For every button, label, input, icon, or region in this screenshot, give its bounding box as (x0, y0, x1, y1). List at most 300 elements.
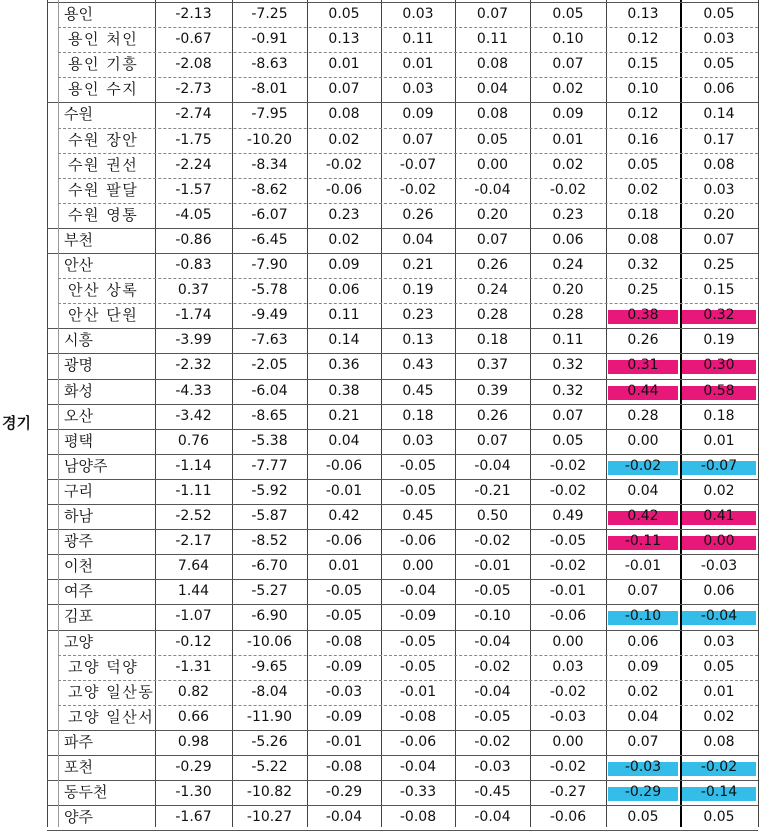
value-cell: -0.01 (325, 733, 363, 750)
value-cell: -0.04 (700, 608, 738, 625)
row-divider (47, 529, 758, 530)
row-name: 고양 일산서 (68, 707, 155, 726)
value-cell: 0.30 (703, 357, 735, 374)
row-divider (47, 630, 758, 631)
value-cell: 0.16 (627, 131, 659, 148)
row-name: 고양 일산동 (68, 682, 155, 701)
value-cell: -3.42 (175, 407, 212, 424)
value-cell: -9.65 (251, 658, 288, 675)
value-cell: 0.12 (627, 106, 659, 123)
value-cell: -0.06 (399, 533, 437, 550)
value-cell: -0.02 (325, 156, 363, 173)
value-cell: -5.78 (251, 282, 288, 299)
value-cell: -2.13 (175, 6, 212, 22)
row-name: 수원 팔달 (68, 180, 139, 199)
value-cell: 0.23 (402, 307, 434, 324)
value-cell: -10.06 (246, 633, 293, 650)
value-cell: -8.52 (251, 533, 288, 550)
value-cell: -6.45 (251, 231, 288, 248)
value-cell: 0.02 (627, 181, 659, 198)
row-divider (47, 504, 758, 505)
value-cell: 0.36 (328, 357, 360, 374)
value-cell: -0.02 (549, 181, 587, 198)
table-row (0, 705, 761, 730)
value-cell: -0.01 (399, 683, 437, 700)
value-cell: -0.14 (700, 784, 738, 801)
value-cell: -6.07 (251, 206, 288, 223)
value-cell: -1.11 (175, 482, 212, 499)
value-cell: 0.18 (402, 407, 434, 424)
value-cell: -6.70 (251, 558, 288, 575)
value-cell: -0.02 (474, 658, 511, 675)
row-divider (58, 655, 758, 656)
value-cell: -8.34 (251, 156, 288, 173)
value-cell: 0.20 (476, 206, 509, 223)
table-row (0, 27, 761, 52)
value-cell: -4.05 (175, 206, 212, 223)
value-cell: 0.28 (476, 307, 509, 324)
value-cell: -0.06 (399, 733, 437, 750)
value-cell: -11.90 (246, 708, 293, 725)
value-cell: 0.14 (703, 106, 735, 123)
row-divider (47, 479, 758, 480)
value-cell: -0.04 (474, 683, 511, 700)
value-cell: -1.74 (175, 307, 212, 324)
value-cell: 0.20 (552, 282, 584, 299)
row-name: 오산 (64, 406, 93, 425)
value-cell: -0.02 (624, 457, 662, 474)
value-cell: 0.00 (552, 733, 584, 750)
row-divider (58, 278, 758, 279)
value-cell: 0.07 (627, 583, 659, 600)
value-cell: 0.11 (402, 31, 434, 48)
value-cell: 0.11 (476, 31, 509, 48)
value-cell: 0.03 (703, 181, 735, 198)
row-name: 안산 상록 (68, 281, 139, 300)
value-cell: 0.03 (703, 633, 735, 650)
value-cell: -2.32 (175, 357, 212, 374)
value-cell: -1.07 (175, 608, 212, 625)
value-cell: 0.82 (177, 683, 210, 700)
value-cell: 0.25 (703, 257, 735, 273)
value-cell: 0.07 (552, 407, 584, 424)
value-cell: -7.25 (251, 6, 288, 22)
table-row (0, 153, 761, 178)
value-cell: -5.87 (251, 508, 288, 524)
value-cell: 0.00 (627, 432, 659, 449)
row-name: 평택 (64, 431, 93, 450)
row-divider (47, 755, 758, 756)
value-cell: -0.07 (700, 457, 738, 474)
row-name: 파주 (64, 732, 93, 751)
table-row (0, 579, 761, 604)
value-cell: -5.27 (251, 583, 288, 600)
value-cell: -2.17 (175, 533, 212, 550)
value-cell: 0.11 (552, 332, 584, 349)
value-cell: -0.08 (399, 708, 437, 725)
table-row (0, 203, 761, 228)
table-row (0, 303, 761, 328)
value-cell: 0.03 (402, 81, 434, 98)
value-cell: 0.06 (703, 583, 735, 600)
value-cell: 0.98 (177, 733, 210, 750)
value-cell: -5.26 (251, 733, 288, 750)
row-divider (47, 379, 758, 380)
value-cell: 0.06 (552, 231, 584, 248)
row-name: 여주 (64, 582, 93, 601)
value-cell: -0.02 (549, 558, 587, 575)
value-cell: -0.02 (474, 533, 511, 550)
value-cell: 7.64 (177, 558, 210, 575)
value-cell: -4.33 (175, 382, 212, 399)
row-name: 고양 (64, 632, 93, 651)
table-row (0, 730, 761, 755)
row-name: 하남 (64, 507, 93, 525)
value-cell: -0.01 (549, 583, 587, 600)
value-cell: 0.05 (627, 809, 659, 826)
value-cell: 0.08 (703, 156, 735, 173)
value-cell: 0.05 (476, 131, 509, 148)
table-row (0, 680, 761, 705)
table-row (0, 604, 761, 629)
value-cell: 0.26 (476, 407, 509, 424)
value-cell: 0.07 (476, 432, 509, 449)
row-divider (47, 579, 758, 580)
value-cell: 0.10 (552, 31, 584, 48)
row-divider (58, 27, 758, 28)
value-cell: 0.19 (703, 332, 735, 349)
value-cell: -0.05 (325, 583, 363, 600)
table-row (0, 554, 761, 579)
row-name: 용인 (64, 5, 93, 23)
value-cell: 0.08 (476, 106, 509, 123)
value-cell: 0.04 (328, 432, 360, 449)
table-row (0, 52, 761, 77)
value-cell: 0.41 (703, 508, 735, 524)
value-cell: -2.73 (175, 81, 212, 98)
value-cell: 0.01 (328, 558, 360, 575)
value-cell: -0.04 (399, 759, 437, 775)
value-cell: -0.06 (325, 457, 363, 474)
row-divider (47, 554, 758, 555)
value-cell: -0.91 (251, 31, 288, 48)
value-cell: -0.83 (175, 257, 212, 273)
value-cell: 0.01 (703, 683, 735, 700)
value-cell: -0.05 (474, 583, 511, 600)
value-cell: 0.02 (703, 482, 735, 499)
value-cell: 0.03 (402, 432, 434, 449)
value-cell: -0.03 (700, 558, 738, 575)
value-cell: 0.07 (703, 231, 735, 248)
value-cell: 0.02 (552, 81, 584, 98)
value-cell: -2.05 (251, 357, 288, 374)
row-name: 동두천 (64, 783, 108, 802)
value-cell: -2.08 (175, 56, 212, 73)
value-cell: 0.26 (627, 332, 659, 349)
value-cell: 0.09 (402, 106, 434, 123)
value-cell: -7.77 (251, 457, 288, 474)
value-cell: -0.10 (624, 608, 662, 625)
value-cell: -0.02 (549, 759, 587, 775)
value-cell: -0.33 (399, 784, 437, 801)
value-cell: 0.05 (703, 6, 735, 22)
value-cell: 0.06 (627, 633, 659, 650)
table-row (0, 128, 761, 153)
value-cell: -0.09 (325, 708, 363, 725)
value-cell: -10.20 (246, 131, 293, 148)
value-cell: 0.01 (552, 131, 584, 148)
value-cell: -0.45 (474, 784, 511, 801)
table-row (0, 328, 761, 353)
value-cell: 0.45 (402, 508, 434, 524)
value-cell: 0.04 (476, 81, 509, 98)
value-cell: 0.06 (703, 81, 735, 98)
value-cell: -0.11 (624, 533, 662, 550)
value-cell: -1.31 (175, 658, 212, 675)
row-name: 안산 (64, 256, 93, 274)
value-cell: 0.44 (627, 382, 659, 399)
row-divider (47, 454, 758, 455)
subgroup-divider (58, 0, 59, 827)
row-name: 화성 (64, 381, 93, 400)
value-cell: -7.95 (251, 106, 288, 123)
value-cell: -0.05 (474, 708, 511, 725)
value-cell: 0.02 (328, 231, 360, 248)
table-row (0, 479, 761, 504)
table-row (0, 353, 761, 378)
value-cell: -0.05 (399, 482, 437, 499)
row-divider (47, 328, 758, 329)
row-name: 광주 (64, 532, 93, 551)
value-cell: 0.19 (402, 282, 434, 299)
table-row (0, 504, 761, 529)
value-cell: 0.42 (328, 508, 360, 524)
table-row (0, 102, 761, 127)
row-divider (47, 2, 758, 3)
value-cell: -5.22 (251, 759, 288, 775)
value-cell: 0.32 (627, 257, 659, 273)
row-divider (47, 353, 758, 354)
value-cell: -0.06 (549, 809, 587, 826)
value-cell: -8.01 (251, 81, 288, 98)
row-name: 남양주 (64, 456, 108, 475)
value-cell: 0.42 (627, 508, 659, 524)
value-cell: 0.02 (627, 683, 659, 700)
value-cell: -0.04 (399, 583, 437, 600)
value-cell: 0.02 (703, 708, 735, 725)
value-cell: -0.06 (325, 181, 363, 198)
value-cell: 0.01 (703, 432, 735, 449)
value-cell: 0.12 (627, 31, 659, 48)
value-cell: -0.03 (325, 683, 363, 700)
value-cell: 0.13 (627, 6, 659, 22)
value-cell: -0.04 (474, 181, 511, 198)
table-row (0, 77, 761, 102)
value-cell: -0.03 (549, 708, 587, 725)
table-row (0, 529, 761, 554)
row-divider (47, 102, 758, 103)
value-cell: 0.02 (328, 131, 360, 148)
value-cell: 0.01 (328, 56, 360, 73)
value-cell: 0.24 (552, 257, 584, 273)
value-cell: 0.05 (703, 56, 735, 73)
value-cell: -0.09 (325, 658, 363, 675)
value-cell: 0.07 (328, 81, 360, 98)
value-cell: -0.29 (325, 784, 363, 801)
value-cell: 0.08 (476, 56, 509, 73)
value-cell: 0.38 (328, 382, 360, 399)
row-divider (47, 429, 758, 430)
value-cell: 0.05 (552, 6, 584, 22)
value-cell: 0.45 (402, 382, 434, 399)
value-cell: 0.07 (552, 56, 584, 73)
row-name: 용인 처인 (68, 30, 139, 49)
value-cell: -0.04 (474, 633, 511, 650)
value-cell: 0.05 (552, 432, 584, 449)
value-cell: 0.20 (703, 206, 735, 223)
value-cell: -0.21 (474, 482, 511, 499)
value-cell: 0.05 (703, 658, 735, 675)
value-cell: -2.52 (175, 508, 212, 524)
value-cell: 0.08 (703, 733, 735, 750)
value-cell: 0.24 (476, 282, 509, 299)
value-cell: 0.50 (476, 508, 509, 524)
value-cell: 0.25 (627, 282, 659, 299)
value-cell: 0.21 (402, 257, 434, 273)
row-name: 구리 (64, 481, 93, 500)
value-cell: 0.07 (627, 733, 659, 750)
row-name: 용인 기흥 (68, 55, 139, 74)
table-row (0, 178, 761, 203)
value-cell: -0.86 (175, 231, 212, 248)
value-cell: 0.02 (552, 156, 584, 173)
value-cell: 0.32 (552, 357, 584, 374)
table-row (0, 630, 761, 655)
value-cell: -5.92 (251, 482, 288, 499)
value-cell: -0.02 (399, 181, 437, 198)
value-cell: 0.18 (476, 332, 509, 349)
row-name: 수원 장안 (68, 130, 139, 149)
value-cell: 0.09 (627, 658, 659, 675)
value-cell: 0.28 (552, 307, 584, 324)
value-cell: -0.04 (474, 809, 511, 826)
value-cell: 0.39 (476, 382, 509, 399)
row-divider (58, 303, 758, 304)
value-cell: -0.67 (175, 31, 212, 48)
value-cell: -7.90 (251, 257, 288, 273)
value-cell: -2.24 (175, 156, 212, 173)
value-cell: 0.10 (627, 81, 659, 98)
value-cell: -0.08 (325, 759, 363, 775)
value-cell: 0.15 (703, 282, 735, 299)
value-cell: 0.37 (177, 282, 210, 299)
value-cell: 0.43 (402, 357, 434, 374)
value-cell: 0.00 (402, 558, 434, 575)
row-divider (58, 203, 758, 204)
table-row (0, 253, 761, 278)
value-cell: 0.00 (703, 533, 735, 550)
row-name: 고양 덕양 (68, 657, 139, 676)
value-cell: 0.26 (402, 206, 434, 223)
value-cell: -0.01 (624, 558, 662, 575)
value-cell: 0.13 (328, 31, 360, 48)
value-cell: -0.06 (325, 533, 363, 550)
value-cell: -0.02 (549, 457, 587, 474)
value-cell: 0.09 (328, 257, 360, 273)
value-cell: -0.02 (474, 733, 511, 750)
value-cell: 0.08 (627, 231, 659, 248)
value-cell: -1.57 (175, 181, 212, 198)
value-cell: -0.05 (325, 608, 363, 625)
row-divider (58, 52, 758, 53)
row-divider (47, 780, 758, 781)
value-cell: 0.03 (552, 658, 584, 675)
value-cell: 0.08 (328, 106, 360, 123)
value-cell: 0.58 (703, 382, 735, 399)
table-row (0, 805, 761, 830)
value-cell: 0.05 (703, 809, 735, 826)
row-name: 용인 수지 (68, 80, 139, 99)
row-name: 김포 (64, 607, 93, 626)
value-cell: -0.08 (399, 809, 437, 826)
value-cell: 0.05 (328, 6, 360, 22)
table-row (0, 454, 761, 479)
value-cell: 0.37 (476, 357, 509, 374)
value-cell: -0.04 (474, 457, 511, 474)
value-cell: -8.04 (251, 683, 288, 700)
value-cell: -0.09 (399, 608, 437, 625)
value-cell: 0.00 (476, 156, 509, 173)
table-row (0, 278, 761, 303)
value-cell: -1.30 (175, 784, 212, 801)
value-cell: -0.06 (549, 608, 587, 625)
value-cell: 0.07 (402, 131, 434, 148)
table-row (0, 755, 761, 780)
value-cell: 0.07 (476, 231, 509, 248)
value-cell: -0.03 (624, 759, 662, 775)
value-cell: -1.75 (175, 131, 212, 148)
row-name: 부천 (64, 230, 93, 249)
value-cell: -0.27 (549, 784, 587, 801)
value-cell: -0.29 (624, 784, 662, 801)
value-cell: 0.66 (177, 708, 210, 725)
value-cell: -0.01 (474, 558, 511, 575)
region-label: 경기 (2, 414, 31, 432)
value-cell: -7.63 (251, 332, 288, 349)
value-cell: -0.29 (175, 759, 212, 775)
table-row (0, 2, 761, 27)
value-cell: -0.12 (175, 633, 212, 650)
value-cell: -5.38 (251, 432, 288, 449)
value-cell: -10.82 (246, 784, 293, 801)
value-cell: -1.14 (175, 457, 212, 474)
value-cell: 0.07 (476, 6, 509, 22)
row-name: 시흥 (64, 331, 93, 350)
value-cell: 0.31 (627, 357, 659, 374)
value-cell: -0.02 (700, 759, 738, 775)
row-name: 안산 단원 (68, 306, 139, 325)
value-cell: 0.00 (552, 633, 584, 650)
value-cell: 0.23 (328, 206, 360, 223)
row-divider (47, 228, 758, 229)
value-cell: 0.49 (552, 508, 584, 524)
value-cell: -8.65 (251, 407, 288, 424)
row-divider (47, 253, 758, 254)
row-name: 수원 (64, 105, 93, 124)
row-divider (58, 680, 758, 681)
table-row (0, 404, 761, 429)
value-cell: -0.10 (474, 608, 511, 625)
